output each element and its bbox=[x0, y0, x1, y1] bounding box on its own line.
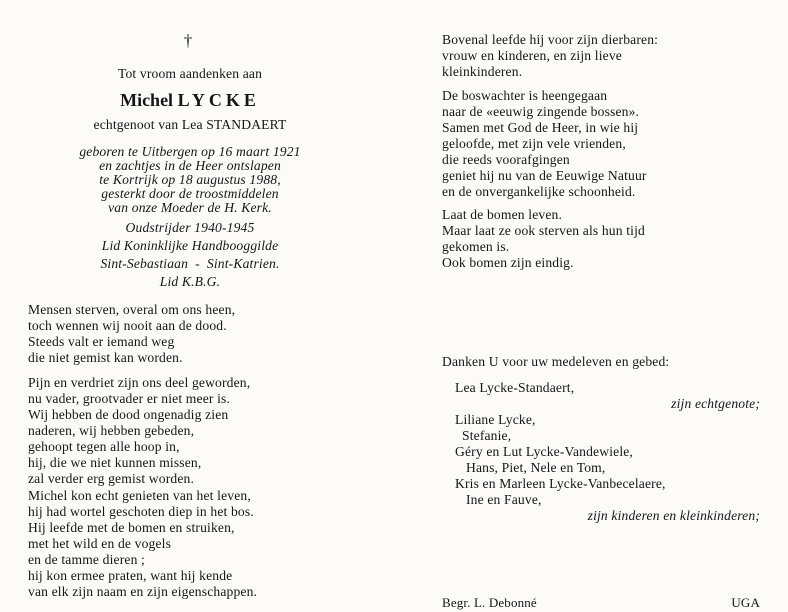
membership-line: Sint-Sebastiaan - Sint-Katrien. bbox=[100, 256, 280, 271]
tribute-line: gekomen is. bbox=[442, 239, 510, 254]
tribute-line: kleinkinderen. bbox=[442, 64, 523, 79]
membership-line: Lid K.B.G. bbox=[159, 274, 221, 289]
poem-line: Wij hebben de dood ongenadig zien bbox=[28, 407, 229, 422]
spouse-line: echtgenoot van Lea STANDAERT bbox=[93, 117, 287, 132]
poem-line: met het wild en de vogels bbox=[28, 536, 172, 551]
poem-line: en de tamme dieren ; bbox=[28, 552, 145, 567]
tribute-line: en de onvergankelijke schoonheid. bbox=[442, 184, 636, 199]
tribute-line: Laat de bomen leven. bbox=[442, 207, 563, 222]
poem-line: Michel kon echt genieten van het leven, bbox=[28, 488, 251, 503]
bio-line: te Kortrijk op 18 augustus 1988, bbox=[99, 172, 281, 187]
bio-line: gesterkt door de troostmiddelen bbox=[101, 186, 279, 201]
intro-text: Tot vroom aandenken aan bbox=[117, 66, 263, 81]
poem-line: Hij leefde met de bomen en struiken, bbox=[28, 520, 235, 535]
poem-line: toch wennen wij nooit aan de dood. bbox=[28, 318, 227, 333]
thanks-heading: Danken U voor uw medeleven en gebed: bbox=[442, 354, 670, 369]
tribute-line: Maar laat ze ook sterven als hun tijd bbox=[442, 223, 645, 238]
family-role: zijn kinderen en kleinkinderen; bbox=[587, 508, 760, 523]
poem-line: hij kon ermee praten, want hij kende bbox=[28, 568, 233, 583]
tribute-line: Samen met God de Heer, in wie hij bbox=[442, 120, 639, 135]
cross-icon: † bbox=[183, 31, 193, 50]
bio-line: en zachtjes in de Heer ontslapen bbox=[99, 158, 281, 173]
family-member: Liliane Lycke, bbox=[455, 412, 536, 427]
footer-undertaker: Begr. L. Debonné bbox=[442, 595, 537, 610]
tribute-line: De boswachter is heengegaan bbox=[442, 88, 608, 103]
family-member: Lea Lycke-Standaert, bbox=[455, 380, 575, 395]
surname: LYCKE bbox=[177, 90, 260, 110]
poem-line: nu vader, grootvader er niet meer is. bbox=[28, 391, 231, 406]
membership-line: Lid Koninklijke Handbooggilde bbox=[101, 238, 279, 253]
tribute-line: geloofde, met zijn vele vrienden, bbox=[442, 136, 626, 151]
tribute-line: geniet hij nu van de Eeuwige Natuur bbox=[442, 168, 647, 183]
poem-line: Mensen sterven, overal om ons heen, bbox=[28, 302, 236, 317]
first-name: Michel bbox=[120, 90, 174, 110]
tribute-line: die reeds voorafgingen bbox=[442, 152, 570, 167]
footer-printer: UGA bbox=[731, 595, 760, 610]
family-member: Kris en Marleen Lycke-Vanbecelaere, bbox=[455, 476, 666, 491]
bio-line: van onze Moeder de H. Kerk. bbox=[108, 200, 272, 215]
poem-line: naderen, wij hebben gebeden, bbox=[28, 423, 195, 438]
family-role: zijn echtgenote; bbox=[671, 396, 760, 411]
family-member: Ine en Fauve, bbox=[466, 492, 542, 507]
bio-line: geboren te Uitbergen op 16 maart 1921 bbox=[79, 144, 301, 159]
poem-line: gehoopt tegen alle hoop in, bbox=[28, 439, 180, 454]
poem-line: zal verder erg gemist worden. bbox=[28, 471, 195, 486]
deceased-name bbox=[40, 90, 340, 110]
poem-line: hij had wortel geschoten diep in het bos. bbox=[28, 504, 254, 519]
family-member: Géry en Lut Lycke-Vandewiele, bbox=[455, 444, 633, 459]
poem-line: die niet gemist kan worden. bbox=[28, 350, 183, 365]
membership-line: Oudstrijder 1940-1945 bbox=[125, 220, 255, 235]
poem-line: Steeds valt er iemand weg bbox=[28, 334, 175, 349]
family-member: Stefanie, bbox=[462, 428, 512, 443]
tribute-line: vrouw en kinderen, en zijn lieve bbox=[442, 48, 622, 63]
poem-line: Pijn en verdriet zijn ons deel geworden, bbox=[28, 375, 251, 390]
poem-line: hij, die we niet kunnen missen, bbox=[28, 455, 202, 470]
tribute-line: naar de «eeuwig zingende bossen». bbox=[442, 104, 640, 119]
tribute-line: Ook bomen zijn eindig. bbox=[442, 255, 574, 270]
family-member: Hans, Piet, Nele en Tom, bbox=[466, 460, 606, 475]
tribute-line: Bovenal leefde hij voor zijn dierbaren: bbox=[442, 32, 659, 47]
poem-line: van elk zijn naam en zijn eigenschappen. bbox=[28, 584, 258, 599]
